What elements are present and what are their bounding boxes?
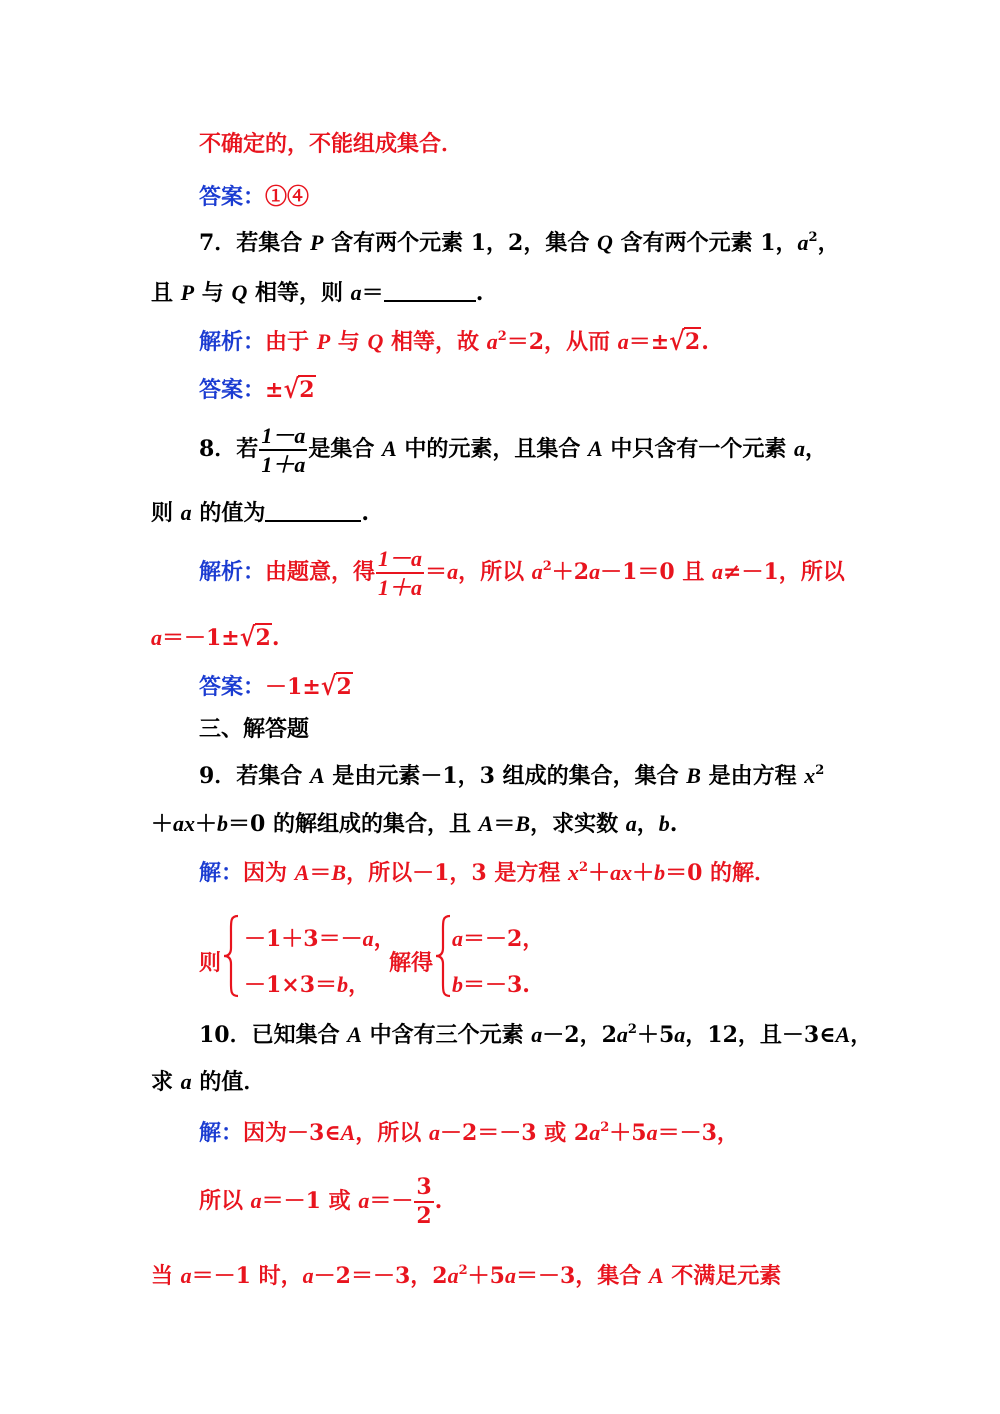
solution-9-line-1: 解：因为 A＝B，所以－1，3 是方程 $x^2+ax+b=0$ 的解．: [199, 860, 777, 886]
question-9-line-1: 9．若集合 A 是由元素－1，3 组成的集合，集合 B 是由方程 $x^2$: [199, 763, 825, 789]
question-9-line-2: ＋ax＋b＝0 的解组成的集合，且 A＝B，求实数 a，b.: [151, 811, 678, 837]
answer-blank: [265, 500, 361, 522]
solve-label: 解得: [389, 950, 434, 976]
fraction: $\frac{3}{2}$: [416, 1174, 432, 1230]
answer-8: 答案：－1±√2: [199, 669, 352, 702]
solution-6-continuation: 不确定的，不能组成集合．: [199, 131, 464, 157]
sqrt-symbol: √2: [239, 620, 271, 653]
answer-6: [199, 186, 309, 208]
solution-8-line-2: a＝－1±√2.: [151, 620, 280, 653]
answer-value: ①④: [265, 184, 310, 210]
then-label: 则: [199, 950, 222, 976]
answer-7: 答案：±√2: [199, 372, 315, 405]
question-7-line-1: 7．若集合 P 含有两个元素 1，2，集合 Q 含有两个元素 1，$a^2$，: [199, 230, 840, 256]
fraction: $\frac{1-a}{1+a}$: [378, 546, 423, 601]
left-brace-icon: [434, 914, 452, 998]
left-brace-icon: [222, 914, 240, 998]
section-heading: 三、解答题: [199, 716, 310, 742]
sqrt-symbol: √2: [320, 669, 352, 702]
question-10-line-1: 10．已知集合 A 中含有三个元素 a－2，$2a^2+5a$，12，且－3∈A，: [199, 1022, 873, 1048]
solution-10-line-2: 所以 a＝－1 或 a＝－ $\frac{3}{2}$ .: [199, 1174, 443, 1230]
result-1: a＝－2，: [452, 926, 545, 952]
question-10-line-2: 求 a 的值．: [151, 1069, 266, 1095]
answer-label: 答案：: [199, 184, 266, 210]
solution-7: 解析：由于 P 与 Q 相等，故 $a^2=2$，从而 a＝±√2.: [199, 324, 709, 357]
result-2: b＝－3.: [452, 972, 530, 998]
equation-2: －1×3＝b，: [244, 972, 371, 998]
solution-label: 解析：: [199, 329, 266, 355]
answer-blank: [384, 280, 476, 302]
question-8-line-2: 则 a 的值为 .: [151, 500, 370, 526]
question-8-line-1: 8．若 $\frac{1-a}{1+a}$ 是集合 A 中的元素，且集合 A 中只含有一个元素 a，: [199, 423, 828, 478]
sqrt-symbol: √2: [283, 372, 315, 405]
question-7-line-2: 且 P 与 Q 相等，则 a＝ .: [151, 280, 484, 306]
fraction: $\frac{1-a}{1+a}$: [261, 423, 306, 478]
solution-8-line-1: 解析：由题意，得 $\frac{1-a}{1+a}$ ＝a，所以 $a^2+2a-1=0$ 且 a≠－1，所以: [199, 546, 845, 601]
solution-10-line-3: 当 a＝－1 时，a－2＝－3，$2a^2+5a=-3$，集合 A 不满足元素: [151, 1263, 782, 1289]
sqrt-symbol: √2: [669, 324, 701, 357]
equation-1: －1＋3＝－a，: [244, 926, 396, 952]
solution-10-line-1: 解：因为－3∈A，所以 a－2＝－3 或 $2a^2+5a=-3$，: [199, 1120, 739, 1146]
